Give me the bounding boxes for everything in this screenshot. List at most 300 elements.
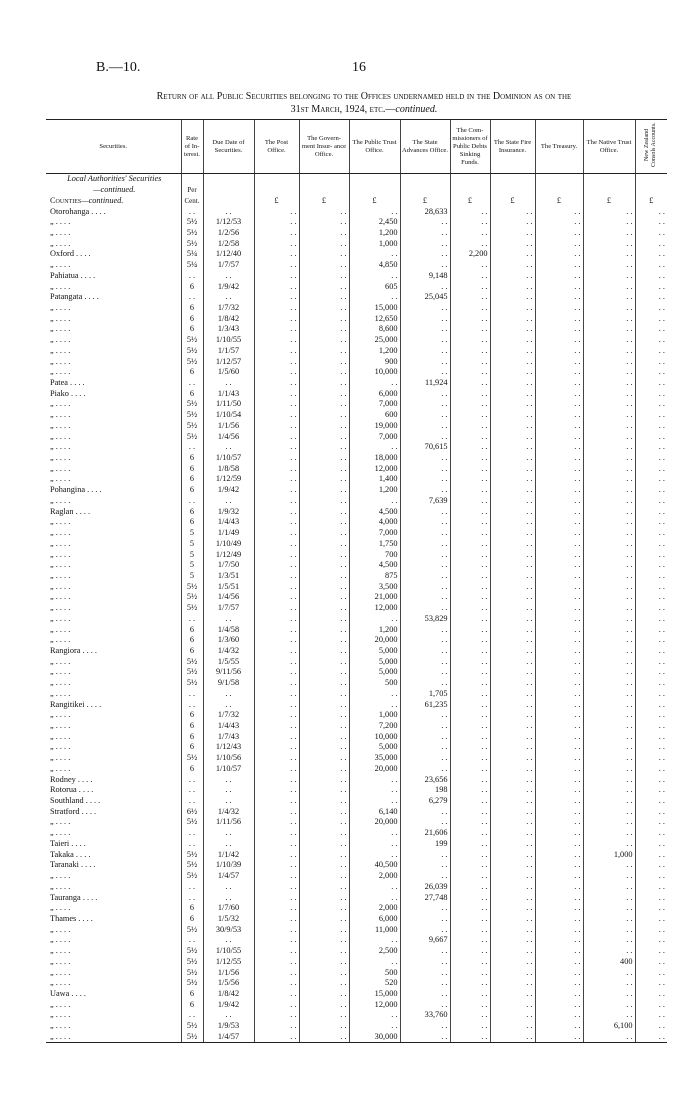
cell-sinking-funds: . . xyxy=(450,635,490,646)
cell-government-insurance: . . xyxy=(299,989,349,1000)
cell-due-date: 1/10/54 xyxy=(203,410,254,421)
cell-post-office: . . xyxy=(254,978,299,989)
cell-post-office: . . xyxy=(254,1021,299,1032)
table-row xyxy=(46,860,667,871)
table-row xyxy=(46,603,667,614)
cell-due-date: 1/7/50 xyxy=(203,560,254,571)
cell-public-trust: 6,140 xyxy=(349,806,400,817)
col-header-public-trust: The Public Trust Office. xyxy=(349,120,400,174)
cell-security-name: „ . . . . xyxy=(50,871,71,881)
cell-government-insurance: . . xyxy=(299,260,349,271)
cell-security-name: „ . . . . xyxy=(50,356,71,366)
cell-public-trust: 12,000 xyxy=(349,603,400,614)
cell-native-trust: . . xyxy=(583,999,635,1010)
counties-label: Counties xyxy=(50,195,82,205)
cell-government-insurance: . . xyxy=(299,399,349,410)
cell-nz-consols: . . xyxy=(635,635,667,646)
cell-native-trust: . . xyxy=(583,989,635,1000)
currency-symbol: £ xyxy=(254,195,299,206)
cell-sinking-funds: . . xyxy=(450,281,490,292)
table-row xyxy=(46,924,667,935)
cell-nz-consols: . . xyxy=(635,324,667,335)
cell-sinking-funds: . . xyxy=(450,613,490,624)
cell-security-name: Stratford . . . . xyxy=(50,806,97,816)
cell-state-advances: . . xyxy=(400,624,450,635)
cell-sinking-funds: . . xyxy=(450,506,490,517)
cell-due-date: 1/4/56 xyxy=(203,431,254,442)
cell-government-insurance: . . xyxy=(299,206,349,217)
counties-continued: —continued. xyxy=(81,195,124,205)
cell-post-office: . . xyxy=(254,528,299,539)
cell-state-advances: . . xyxy=(400,656,450,667)
cell-nz-consols: . . xyxy=(635,335,667,346)
cell-nz-consols: . . xyxy=(635,463,667,474)
cell-post-office: . . xyxy=(254,313,299,324)
cell-rate: 6 xyxy=(181,453,203,464)
cell-public-trust: 4,500 xyxy=(349,506,400,517)
cell-rate: 6 xyxy=(181,646,203,657)
cell-native-trust: . . xyxy=(583,892,635,903)
cell-state-advances: . . xyxy=(400,946,450,957)
cell-state-advances: 21,606 xyxy=(400,828,450,839)
cell-sinking-funds: . . xyxy=(450,549,490,560)
cell-treasury: . . xyxy=(535,699,583,710)
cell-post-office: . . xyxy=(254,206,299,217)
cell-native-trust: . . xyxy=(583,270,635,281)
cell-security-name: „ . . . . xyxy=(50,721,71,731)
cell-state-advances: . . xyxy=(400,989,450,1000)
cell-treasury: . . xyxy=(535,592,583,603)
table-row xyxy=(46,292,667,303)
cell-state-fire: . . xyxy=(490,442,535,453)
cell-rate: 5½ xyxy=(181,421,203,432)
cell-post-office: . . xyxy=(254,731,299,742)
cell-post-office: . . xyxy=(254,249,299,260)
cell-due-date: 1/8/58 xyxy=(203,463,254,474)
cell-native-trust: 1,000 xyxy=(583,849,635,860)
cell-nz-consols: . . xyxy=(635,667,667,678)
cell-post-office: . . xyxy=(254,742,299,753)
table-row xyxy=(46,710,667,721)
cell-sinking-funds: . . xyxy=(450,881,490,892)
cell-post-office: . . xyxy=(254,292,299,303)
cell-state-fire: . . xyxy=(490,613,535,624)
cell-state-fire: . . xyxy=(490,313,535,324)
cell-public-trust: 19,000 xyxy=(349,421,400,432)
table-row xyxy=(46,367,667,378)
cell-rate: . . xyxy=(181,774,203,785)
cell-due-date: 1/2/56 xyxy=(203,228,254,239)
cell-state-advances: . . xyxy=(400,313,450,324)
cell-native-trust: . . xyxy=(583,656,635,667)
cell-state-fire: . . xyxy=(490,967,535,978)
cell-public-trust: . . xyxy=(349,881,400,892)
cell-state-fire: . . xyxy=(490,914,535,925)
cell-due-date: 1/12/57 xyxy=(203,356,254,367)
cell-treasury: . . xyxy=(535,914,583,925)
cell-state-advances: . . xyxy=(400,571,450,582)
cell-post-office: . . xyxy=(254,946,299,957)
cell-rate: 5 xyxy=(181,571,203,582)
cell-security-name: „ . . . . xyxy=(50,238,71,248)
cell-security-name: „ . . . . xyxy=(50,463,71,473)
table-row xyxy=(46,442,667,453)
cell-treasury: . . xyxy=(535,324,583,335)
table-row xyxy=(46,1021,667,1032)
cell-public-trust: 7,000 xyxy=(349,528,400,539)
cell-treasury: . . xyxy=(535,860,583,871)
cell-security-name: „ . . . . xyxy=(50,731,71,741)
cell-security-name: „ . . . . xyxy=(50,688,71,698)
cell-public-trust: . . xyxy=(349,699,400,710)
cell-nz-consols: . . xyxy=(635,785,667,796)
cell-rate: 5½ xyxy=(181,581,203,592)
col-header-post-office: The Post Office. xyxy=(254,120,299,174)
cell-treasury: . . xyxy=(535,528,583,539)
cell-public-trust: 605 xyxy=(349,281,400,292)
cell-treasury: . . xyxy=(535,646,583,657)
cell-native-trust: . . xyxy=(583,538,635,549)
cell-sinking-funds: . . xyxy=(450,860,490,871)
cell-due-date: 1/10/56 xyxy=(203,753,254,764)
table-row xyxy=(46,356,667,367)
cell-government-insurance: . . xyxy=(299,689,349,700)
cell-security-name: „ . . . . xyxy=(50,335,71,345)
cell-native-trust: . . xyxy=(583,860,635,871)
cell-post-office: . . xyxy=(254,356,299,367)
cell-treasury: . . xyxy=(535,517,583,528)
table-row xyxy=(46,989,667,1000)
cell-rate: 5 xyxy=(181,538,203,549)
cell-state-advances: . . xyxy=(400,431,450,442)
empty-cell xyxy=(400,174,450,185)
cell-rate: 6 xyxy=(181,506,203,517)
cell-due-date: 1/1/57 xyxy=(203,346,254,357)
cell-public-trust: . . xyxy=(349,1010,400,1021)
table-row xyxy=(46,978,667,989)
cell-treasury: . . xyxy=(535,935,583,946)
cell-native-trust: . . xyxy=(583,346,635,357)
cell-state-fire: . . xyxy=(490,431,535,442)
cell-security-name: „ . . . . xyxy=(50,260,71,270)
cell-public-trust: 8,600 xyxy=(349,324,400,335)
cell-government-insurance: . . xyxy=(299,603,349,614)
cell-post-office: . . xyxy=(254,796,299,807)
cell-nz-consols: . . xyxy=(635,806,667,817)
cell-sinking-funds: . . xyxy=(450,796,490,807)
cell-sinking-funds: . . xyxy=(450,710,490,721)
cell-post-office: . . xyxy=(254,1010,299,1021)
cell-native-trust: . . xyxy=(583,742,635,753)
cell-state-advances: 27,748 xyxy=(400,892,450,903)
cell-public-trust: 700 xyxy=(349,549,400,560)
cell-public-trust: 4,500 xyxy=(349,560,400,571)
cell-nz-consols: . . xyxy=(635,270,667,281)
cell-rate: 6 xyxy=(181,764,203,775)
table-row xyxy=(46,914,667,925)
cell-native-trust: . . xyxy=(583,785,635,796)
cell-state-advances: . . xyxy=(400,581,450,592)
cell-treasury: . . xyxy=(535,796,583,807)
cell-native-trust: . . xyxy=(583,238,635,249)
section-heading-a: Local Authorities' Securities xyxy=(67,174,162,184)
cell-rate: 5¼ xyxy=(181,249,203,260)
cell-state-advances: 61,235 xyxy=(400,699,450,710)
table-row xyxy=(46,474,667,485)
table-row xyxy=(46,999,667,1010)
cell-native-trust: . . xyxy=(583,613,635,624)
cell-due-date: . . xyxy=(203,774,254,785)
table-row xyxy=(46,303,667,314)
cell-state-advances: . . xyxy=(400,260,450,271)
document-reference: B.—10. xyxy=(96,60,141,75)
cell-rate: 5½ xyxy=(181,592,203,603)
cell-nz-consols: . . xyxy=(635,506,667,517)
cell-state-advances: . . xyxy=(400,281,450,292)
table-row xyxy=(46,839,667,850)
cell-state-advances: . . xyxy=(400,1021,450,1032)
cell-post-office: . . xyxy=(254,592,299,603)
cell-native-trust: . . xyxy=(583,839,635,850)
cell-state-advances: . . xyxy=(400,410,450,421)
cell-security-name: Patea . . . . xyxy=(50,378,85,388)
cell-rate: 6 xyxy=(181,463,203,474)
empty-cell xyxy=(254,185,299,196)
cell-post-office: . . xyxy=(254,656,299,667)
cell-state-fire: . . xyxy=(490,592,535,603)
cell-treasury: . . xyxy=(535,978,583,989)
cell-government-insurance: . . xyxy=(299,506,349,517)
empty-cell xyxy=(203,174,254,185)
empty-cell xyxy=(299,185,349,196)
cell-nz-consols: . . xyxy=(635,774,667,785)
cell-state-fire: . . xyxy=(490,506,535,517)
cell-state-advances: . . xyxy=(400,731,450,742)
cell-state-fire: . . xyxy=(490,742,535,753)
cell-security-name: Raglan . . . . xyxy=(50,506,91,516)
cell-state-advances: . . xyxy=(400,849,450,860)
cell-post-office: . . xyxy=(254,613,299,624)
cell-public-trust: . . xyxy=(349,249,400,260)
cell-treasury: . . xyxy=(535,463,583,474)
cell-security-name: „ . . . . xyxy=(50,474,71,484)
cell-nz-consols: . . xyxy=(635,292,667,303)
cell-security-name: Rotorua . . . . xyxy=(50,785,94,795)
cell-due-date: 1/12/40 xyxy=(203,249,254,260)
cell-due-date: 1/5/60 xyxy=(203,367,254,378)
cell-security-name: „ . . . . xyxy=(50,603,71,613)
cell-government-insurance: . . xyxy=(299,1032,349,1043)
cell-rate: . . xyxy=(181,378,203,389)
cell-state-fire: . . xyxy=(490,249,535,260)
table-row xyxy=(46,463,667,474)
cell-government-insurance: . . xyxy=(299,871,349,882)
cell-treasury: . . xyxy=(535,378,583,389)
cell-state-fire: . . xyxy=(490,528,535,539)
table-row xyxy=(46,624,667,635)
cell-public-trust: 5,000 xyxy=(349,646,400,657)
cell-treasury: . . xyxy=(535,956,583,967)
cell-state-advances: . . xyxy=(400,667,450,678)
cell-government-insurance: . . xyxy=(299,881,349,892)
cell-treasury: . . xyxy=(535,217,583,228)
cell-post-office: . . xyxy=(254,903,299,914)
cell-government-insurance: . . xyxy=(299,678,349,689)
cell-post-office: . . xyxy=(254,828,299,839)
cell-security-name: „ . . . . xyxy=(50,345,71,355)
cell-due-date: 1/9/32 xyxy=(203,506,254,517)
cell-sinking-funds: . . xyxy=(450,378,490,389)
table-row xyxy=(46,346,667,357)
cell-native-trust: . . xyxy=(583,764,635,775)
cell-post-office: . . xyxy=(254,881,299,892)
cell-state-advances: . . xyxy=(400,217,450,228)
cell-post-office: . . xyxy=(254,624,299,635)
cell-state-fire: . . xyxy=(490,935,535,946)
cell-treasury: . . xyxy=(535,785,583,796)
cell-security-name: „ . . . . xyxy=(50,999,71,1009)
cell-sinking-funds: . . xyxy=(450,753,490,764)
cell-nz-consols: . . xyxy=(635,421,667,432)
cell-sinking-funds: . . xyxy=(450,356,490,367)
cell-post-office: . . xyxy=(254,689,299,700)
empty-cell xyxy=(181,174,203,185)
cell-nz-consols: . . xyxy=(635,517,667,528)
empty-cell xyxy=(349,185,400,196)
cell-rate: . . xyxy=(181,689,203,700)
cell-state-advances: . . xyxy=(400,367,450,378)
cell-security-name: „ . . . . xyxy=(50,753,71,763)
cell-public-trust: 2,000 xyxy=(349,871,400,882)
cell-post-office: . . xyxy=(254,474,299,485)
cell-due-date: 1/9/53 xyxy=(203,1021,254,1032)
cell-rate: . . xyxy=(181,1010,203,1021)
title-line-2 xyxy=(44,103,684,116)
cell-sinking-funds: . . xyxy=(450,560,490,571)
cell-public-trust: . . xyxy=(349,828,400,839)
cell-post-office: . . xyxy=(254,849,299,860)
cell-state-fire: . . xyxy=(490,217,535,228)
currency-symbol: £ xyxy=(490,195,535,206)
cell-treasury: . . xyxy=(535,303,583,314)
cell-treasury: . . xyxy=(535,721,583,732)
cell-due-date: 1/11/56 xyxy=(203,817,254,828)
table-row xyxy=(46,731,667,742)
cell-due-date: 1/1/56 xyxy=(203,967,254,978)
cell-native-trust: . . xyxy=(583,463,635,474)
cell-rate: 5½ xyxy=(181,656,203,667)
currency-symbol: £ xyxy=(635,195,667,206)
cell-state-fire: . . xyxy=(490,796,535,807)
table-row xyxy=(46,785,667,796)
cell-nz-consols: . . xyxy=(635,313,667,324)
cell-sinking-funds: . . xyxy=(450,924,490,935)
cell-post-office: . . xyxy=(254,463,299,474)
cell-sinking-funds: . . xyxy=(450,956,490,967)
cell-state-fire: . . xyxy=(490,849,535,860)
cell-treasury: . . xyxy=(535,656,583,667)
cell-government-insurance: . . xyxy=(299,839,349,850)
cell-state-advances: . . xyxy=(400,238,450,249)
table-row xyxy=(46,238,667,249)
cell-security-name: „ . . . . xyxy=(50,538,71,548)
cell-sinking-funds: . . xyxy=(450,453,490,464)
cell-rate: 5¼ xyxy=(181,260,203,271)
cell-due-date: 1/10/49 xyxy=(203,538,254,549)
cell-sinking-funds: . . xyxy=(450,367,490,378)
cell-public-trust: . . xyxy=(349,689,400,700)
cell-government-insurance: . . xyxy=(299,324,349,335)
cell-treasury: . . xyxy=(535,485,583,496)
cell-rate: . . xyxy=(181,496,203,507)
empty-cell xyxy=(635,174,667,185)
table-row xyxy=(46,849,667,860)
cell-treasury: . . xyxy=(535,689,583,700)
cell-rate: 6 xyxy=(181,313,203,324)
cell-nz-consols: . . xyxy=(635,367,667,378)
cell-public-trust: 6,000 xyxy=(349,388,400,399)
cell-state-advances: . . xyxy=(400,924,450,935)
cell-native-trust: . . xyxy=(583,517,635,528)
table-row xyxy=(46,399,667,410)
table-row xyxy=(46,517,667,528)
cell-rate: 5½ xyxy=(181,667,203,678)
table-row xyxy=(46,753,667,764)
cell-treasury: . . xyxy=(535,731,583,742)
cell-security-name: „ . . . . xyxy=(50,1021,71,1031)
cell-sinking-funds: . . xyxy=(450,581,490,592)
cell-state-fire: . . xyxy=(490,871,535,882)
cell-state-fire: . . xyxy=(490,946,535,957)
cell-post-office: . . xyxy=(254,646,299,657)
cell-rate: . . xyxy=(181,292,203,303)
cell-treasury: . . xyxy=(535,581,583,592)
cell-due-date: 1/7/32 xyxy=(203,710,254,721)
cell-due-date: 1/7/57 xyxy=(203,260,254,271)
cell-nz-consols: . . xyxy=(635,999,667,1010)
cell-nz-consols: . . xyxy=(635,764,667,775)
cell-native-trust: . . xyxy=(583,410,635,421)
table-row xyxy=(46,217,667,228)
title-line-1: Return of all Public Securities belonging to the Offices undernamed held in the Dominion as on the xyxy=(156,91,572,102)
cell-native-trust: . . xyxy=(583,399,635,410)
cell-security-name: „ . . . . xyxy=(50,817,71,827)
table-row xyxy=(46,1010,667,1021)
cell-public-trust: 1,750 xyxy=(349,538,400,549)
cell-native-trust: . . xyxy=(583,699,635,710)
cell-nz-consols: . . xyxy=(635,753,667,764)
cell-state-fire: . . xyxy=(490,346,535,357)
cell-native-trust: . . xyxy=(583,903,635,914)
cell-state-fire: . . xyxy=(490,474,535,485)
cell-native-trust: . . xyxy=(583,731,635,742)
cell-security-name: „ . . . . xyxy=(50,217,71,227)
empty-cell xyxy=(450,174,490,185)
cell-security-name: Takaka . . . . xyxy=(50,849,91,859)
cell-sinking-funds: . . xyxy=(450,410,490,421)
cell-security-name: „ . . . . xyxy=(50,656,71,666)
cell-state-fire: . . xyxy=(490,410,535,421)
cell-treasury: . . xyxy=(535,388,583,399)
cell-due-date: 1/1/43 xyxy=(203,388,254,399)
cell-due-date: 1/10/55 xyxy=(203,335,254,346)
cell-rate: 6 xyxy=(181,474,203,485)
cell-due-date: 1/5/32 xyxy=(203,914,254,925)
cell-security-name: „ . . . . xyxy=(50,667,71,677)
cell-sinking-funds: . . xyxy=(450,496,490,507)
cell-post-office: . . xyxy=(254,806,299,817)
cell-native-trust: 6,100 xyxy=(583,1021,635,1032)
